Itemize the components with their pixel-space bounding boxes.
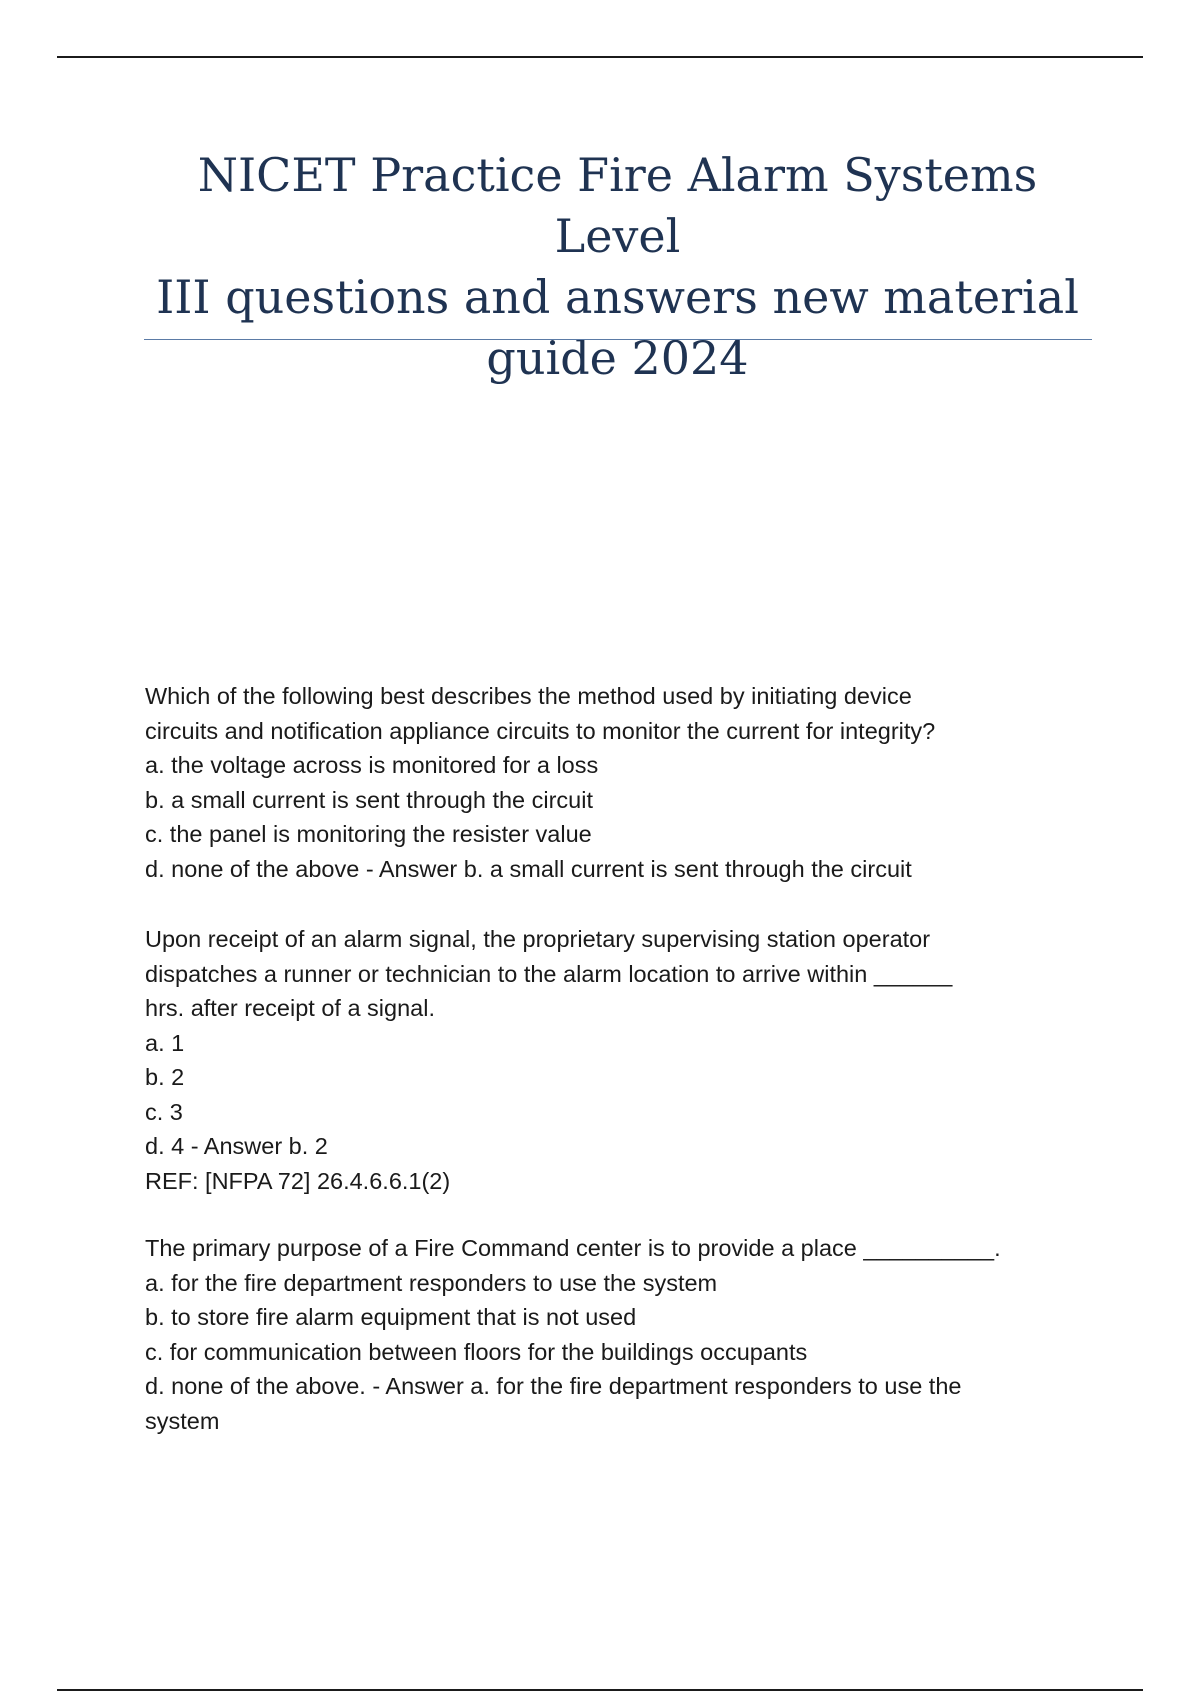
- question-3-option-b: b. to store fire alarm equipment that is not used: [145, 1304, 637, 1330]
- question-2-option-d-answer: d. 4 - Answer b. 2: [145, 1133, 328, 1159]
- title-line: III questions and answers new material: [156, 270, 1079, 324]
- question-1-option-c: c. the panel is monitoring the resister value: [145, 821, 592, 847]
- title-line: NICET Practice Fire Alarm Systems Level: [197, 148, 1038, 263]
- question-2: [145, 922, 1105, 1198]
- document-title: [140, 145, 1095, 389]
- question-2-option-a: a. 1: [145, 1029, 185, 1056]
- page-bottom-rule: [57, 1689, 1143, 1691]
- title-underline: [144, 339, 1092, 340]
- question-2-option-c: c. 3: [145, 1098, 183, 1125]
- question-2-stem-line: dispatches a runner or technician to the alarm location to arrive within ______: [145, 960, 953, 987]
- question-3-answer-continuation: system: [145, 1407, 220, 1434]
- question-3: [145, 1231, 1105, 1438]
- question-2-reference: REF: [NFPA 72] 26.4.6.6.1(2): [145, 1167, 451, 1194]
- question-3-option-d-answer: d. none of the above. - Answer a. for the fire department responders to use the: [145, 1373, 962, 1399]
- question-1-stem-line: Which of the following best describes the method used by initiating device: [145, 683, 912, 709]
- question-1-option-b: b. a small current is sent through the circuit: [145, 786, 594, 813]
- title-block: [140, 145, 1095, 389]
- question-2-stem-line: Upon receipt of an alarm signal, the proprietary supervising station operator: [145, 926, 931, 952]
- question-3-option-a: a. for the fire department responders to use the system: [145, 1269, 718, 1296]
- page-top-rule: [57, 56, 1143, 58]
- question-1-option-d-answer: d. none of the above - Answer b. a small current is sent through the circuit: [145, 855, 912, 882]
- question-1: [145, 679, 1105, 886]
- question-2-option-b: b. 2: [145, 1064, 185, 1090]
- question-1-option-a: a. the voltage across is monitored for a loss: [145, 752, 599, 778]
- question-3-stem-line: The primary purpose of a Fire Command center is to provide a place __________.: [145, 1235, 1001, 1261]
- question-2-stem-line: hrs. after receipt of a signal.: [145, 995, 435, 1021]
- question-1-stem-line: circuits and notification appliance circuits to monitor the current for integrity?: [145, 717, 936, 744]
- title-line: guide 2024: [486, 331, 749, 385]
- question-3-option-c: c. for communication between floors for the buildings occupants: [145, 1338, 808, 1365]
